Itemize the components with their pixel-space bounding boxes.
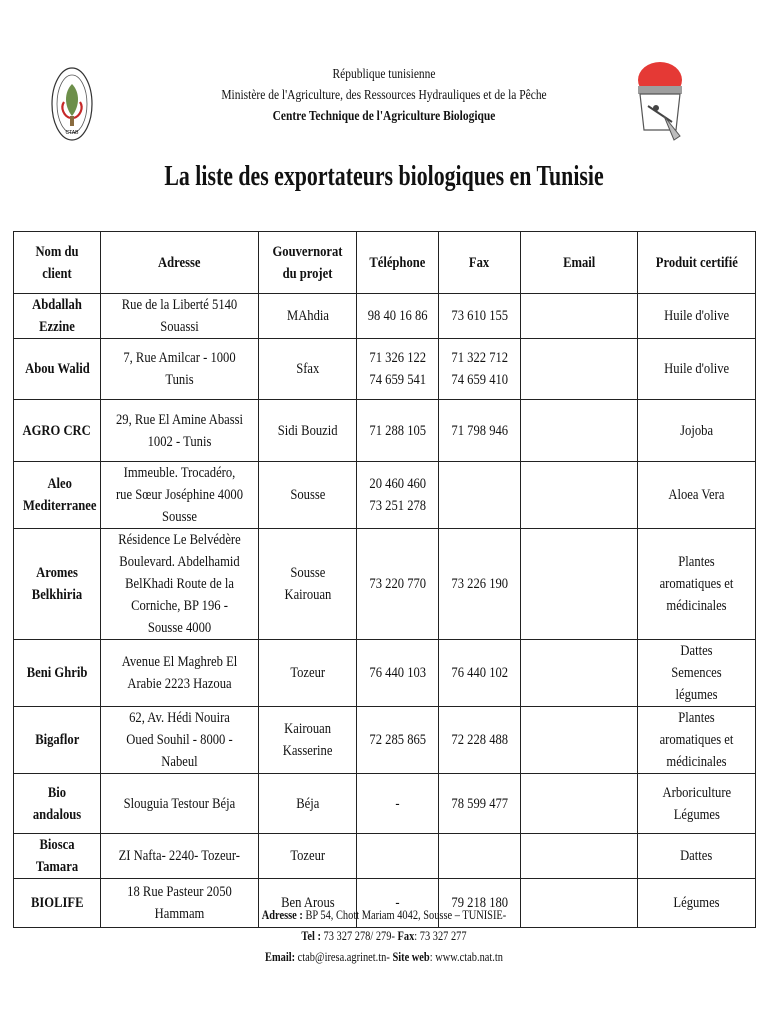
cell-governorate: Sousse — [259, 462, 357, 529]
header-centre: Centre Technique de l'Agriculture Biologique — [272, 109, 496, 124]
cell-product: Aloea Vera — [638, 462, 756, 529]
column-header-email: Email — [521, 232, 638, 294]
column-header-fax: Fax — [439, 232, 521, 294]
cell-governorate: Tozeur — [259, 640, 357, 707]
cell-product: Plantes aromatiques et médicinales — [638, 529, 756, 640]
cell-fax: 79 218 180 — [439, 879, 521, 928]
cell-email — [521, 339, 638, 400]
cell-fax: 72 228 488 — [439, 707, 521, 774]
cell-email — [521, 400, 638, 462]
cell-product: Huile d'olive — [638, 294, 756, 339]
cell-phone: - — [357, 774, 439, 834]
column-header-phone: Téléphone — [357, 232, 439, 294]
cell-product: Jojoba — [638, 400, 756, 462]
cell-phone — [357, 834, 439, 879]
column-header-address: Adresse — [101, 232, 259, 294]
column-header-governorate: Gouvernorat du projet — [259, 232, 357, 294]
cell-email — [521, 294, 638, 339]
exporters-table — [13, 231, 756, 928]
footer-contact: Email: ctab@iresa.agrinet.tn- Site web: www.ctab.nat.tn — [265, 949, 503, 964]
cell-fax: 71 322 712 74 659 410 — [439, 339, 521, 400]
document-footer — [0, 904, 768, 967]
footer-tel-fax: Tel : 73 327 278/ 279- Fax: 73 327 277 — [301, 928, 467, 943]
cell-fax: 76 440 102 — [439, 640, 521, 707]
cell-name: Aleo Mediterranee — [14, 462, 101, 529]
cell-email — [521, 462, 638, 529]
cell-governorate: MAhdia — [259, 294, 357, 339]
cell-governorate: Sidi Bouzid — [259, 400, 357, 462]
cell-fax: 73 610 155 — [439, 294, 521, 339]
page-title: La liste des exportateurs biologiques en Tunisie — [164, 161, 604, 192]
footer-email-link[interactable]: ctab@iresa.agrinet.tn- — [295, 949, 393, 964]
footer-address: Adresse : BP 54, Chott Mariam 4042, Sousse – TUNISIE- — [261, 907, 507, 922]
cell-email — [521, 774, 638, 834]
cell-address: 62, Av. Hédi Nouira Oued Souhil - 8000 - Nabeul — [101, 707, 259, 774]
cell-fax — [439, 462, 521, 529]
cell-email — [521, 834, 638, 879]
column-header-product: Produit certifié — [638, 232, 756, 294]
cell-name: Abdallah Ezzine — [14, 294, 101, 339]
cell-address: ZI Nafta- 2240- Tozeur- — [101, 834, 259, 879]
table-row — [14, 834, 756, 879]
table-header-row — [14, 232, 756, 294]
cell-phone: 76 440 103 — [357, 640, 439, 707]
cell-fax — [439, 834, 521, 879]
header-republic: République tunisienne — [332, 67, 436, 82]
cell-product: Dattes Semences légumes — [638, 640, 756, 707]
cell-governorate: Tozeur — [259, 834, 357, 879]
document-header — [0, 64, 768, 127]
cell-phone: 71 326 122 74 659 541 — [357, 339, 439, 400]
cell-name: Beni Ghrib — [14, 640, 101, 707]
table-row — [14, 640, 756, 707]
cell-governorate: Sousse Kairouan — [259, 529, 357, 640]
cell-email — [521, 640, 638, 707]
cell-address: Avenue El Maghreb El Arabie 2223 Hazoua — [101, 640, 259, 707]
cell-name: Abou Walid — [14, 339, 101, 400]
cell-phone: - — [357, 879, 439, 928]
cell-name: BIOLIFE — [14, 879, 101, 928]
cell-phone: 73 220 770 — [357, 529, 439, 640]
table-row — [14, 529, 756, 640]
cell-fax: 78 599 477 — [439, 774, 521, 834]
cell-name: Bio andalous — [14, 774, 101, 834]
cell-address: Résidence Le Belvédère Boulevard. Abdelhamid BelKhadi Route de la Corniche, BP 196 - Sousse 4000 — [101, 529, 259, 640]
cell-product: Légumes — [638, 879, 756, 928]
header-ministry: Ministère de l'Agriculture, des Ressources Hydrauliques et de la Pêche — [221, 88, 547, 103]
cell-governorate: Sfax — [259, 339, 357, 400]
column-header-name: Nom du client — [14, 232, 101, 294]
cell-name: AGRO CRC — [14, 400, 101, 462]
cell-phone: 98 40 16 86 — [357, 294, 439, 339]
cell-address: 7, Rue Amilcar - 1000 Tunis — [101, 339, 259, 400]
svg-text:CTAB: CTAB — [65, 130, 79, 136]
cell-governorate: Ben Arous — [259, 879, 357, 928]
cell-governorate: Kairouan Kasserine — [259, 707, 357, 774]
cell-address: 18 Rue Pasteur 2050 Hammam — [101, 879, 259, 928]
cell-name: Bigaflor — [14, 707, 101, 774]
cell-phone: 71 288 105 — [357, 400, 439, 462]
cell-address: 29, Rue El Amine Abassi 1002 - Tunis — [101, 400, 259, 462]
table-row — [14, 774, 756, 834]
cell-product: Plantes aromatiques et médicinales — [638, 707, 756, 774]
cell-address: Rue de la Liberté 5140 Souassi — [101, 294, 259, 339]
cell-name: Biosca Tamara — [14, 834, 101, 879]
table-row — [14, 294, 756, 339]
table-row — [14, 462, 756, 529]
cell-fax: 73 226 190 — [439, 529, 521, 640]
cell-email — [521, 707, 638, 774]
cell-fax: 71 798 946 — [439, 400, 521, 462]
cell-product: Dattes — [638, 834, 756, 879]
cell-phone: 72 285 865 — [357, 707, 439, 774]
cell-address: Slouguia Testour Béja — [101, 774, 259, 834]
cell-governorate: Béja — [259, 774, 357, 834]
cell-phone: 20 460 460 73 251 278 — [357, 462, 439, 529]
table-row — [14, 400, 756, 462]
cell-name: Aromes Belkhiria — [14, 529, 101, 640]
footer-website-link[interactable]: : www.ctab.nat.tn — [429, 949, 503, 964]
cell-address: Immeuble. Trocadéro, rue Sœur Joséphine 4000 Sousse — [101, 462, 259, 529]
table-row — [14, 707, 756, 774]
cell-product: Huile d'olive — [638, 339, 756, 400]
cell-email — [521, 529, 638, 640]
table-row — [14, 339, 756, 400]
cell-product: Arboriculture Légumes — [638, 774, 756, 834]
